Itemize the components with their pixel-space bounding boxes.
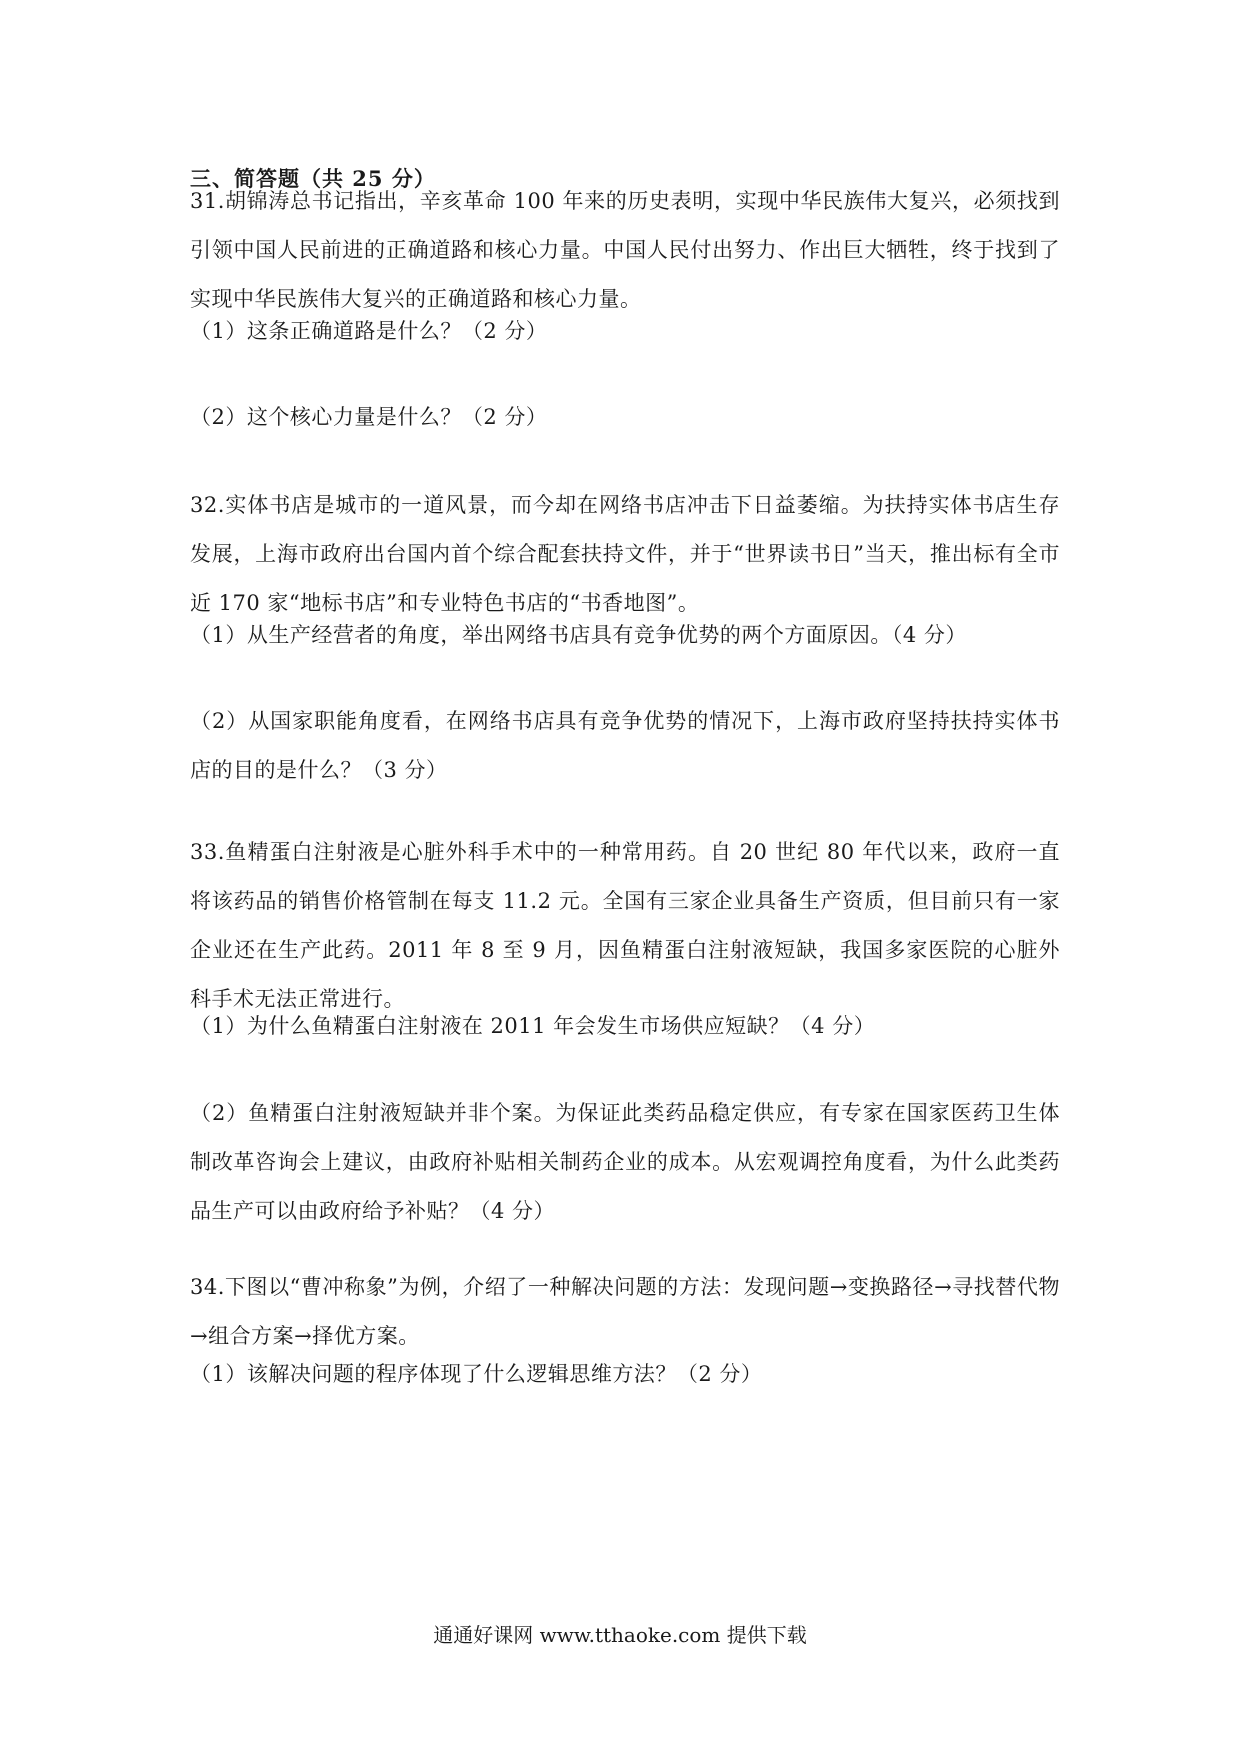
question-32-sub-2: （2）从国家职能角度看，在网络书店具有竞争优势的情况下，上海市政府坚持扶持实体书店的目的是什么？（3 分） [190,709,1060,782]
question-34-sub-1: （1）该解决问题的程序体现了什么逻辑思维方法？（2 分） [190,1362,763,1386]
question-31-stem: 31.胡锦涛总书记指出，辛亥革命 100 年来的历史表明，实现中华民族伟大复兴，必须找到引领中国人民前进的正确道路和核心力量。中国人民付出努力、作出巨大牺牲，终于找到了实现中华民族伟大复兴的正确道路和核心力量。 [190,189,1060,311]
question-34-stem: 34.下图以“曹冲称象”为例，介绍了一种解决问题的方法：发现问题→变换路径→寻找替代物→组合方案→择优方案。 [190,1275,1060,1348]
question-33-stem: 33.鱼精蛋白注射液是心脏外科手术中的一种常用药。自 20 世纪 80 年代以来，政府一直将该药品的销售价格管制在每支 11.2 元。全国有三家企业具备生产资质，但目前只有一家企业还在生产此药。2011 年 8 至 9 月，因鱼精蛋白注射液短缺，我国多家医院的心脏外科手术无法正常进行。 [190,840,1060,1011]
section-title: 三、简答题（共 25 分） [190,166,436,191]
question-33-sub-1: （1）为什么鱼精蛋白注射液在 2011 年会发生市场供应短缺？（4 分） [190,1014,876,1038]
question-33-sub-2: （2）鱼精蛋白注射液短缺并非个案。为保证此类药品稳定供应，有专家在国家医药卫生体制改革咨询会上建议，由政府补贴相关制药企业的成本。从宏观调控角度看，为什么此类药品生产可以由政府给予补贴？（4 分） [190,1101,1060,1223]
question-32-stem: 32.实体书店是城市的一道风景，而今却在网络书店冲击下日益萎缩。为扶持实体书店生存发展，上海市政府出台国内首个综合配套扶持文件，并于“世界读书日”当天，推出标有全市近 170 家“地标书店”和专业特色书店的“书香地图”。 [190,493,1060,615]
question-32-sub-1: （1）从生产经营者的角度，举出网络书店具有竞争优势的两个方面原因。（4 分） [190,623,967,647]
question-31-sub-1: （1）这条正确道路是什么？（2 分） [190,319,548,343]
question-31-sub-2: （2）这个核心力量是什么？（2 分） [190,405,548,429]
page-footer: 通通好课网 www.tthaoke.com 提供下载 [433,1623,807,1647]
